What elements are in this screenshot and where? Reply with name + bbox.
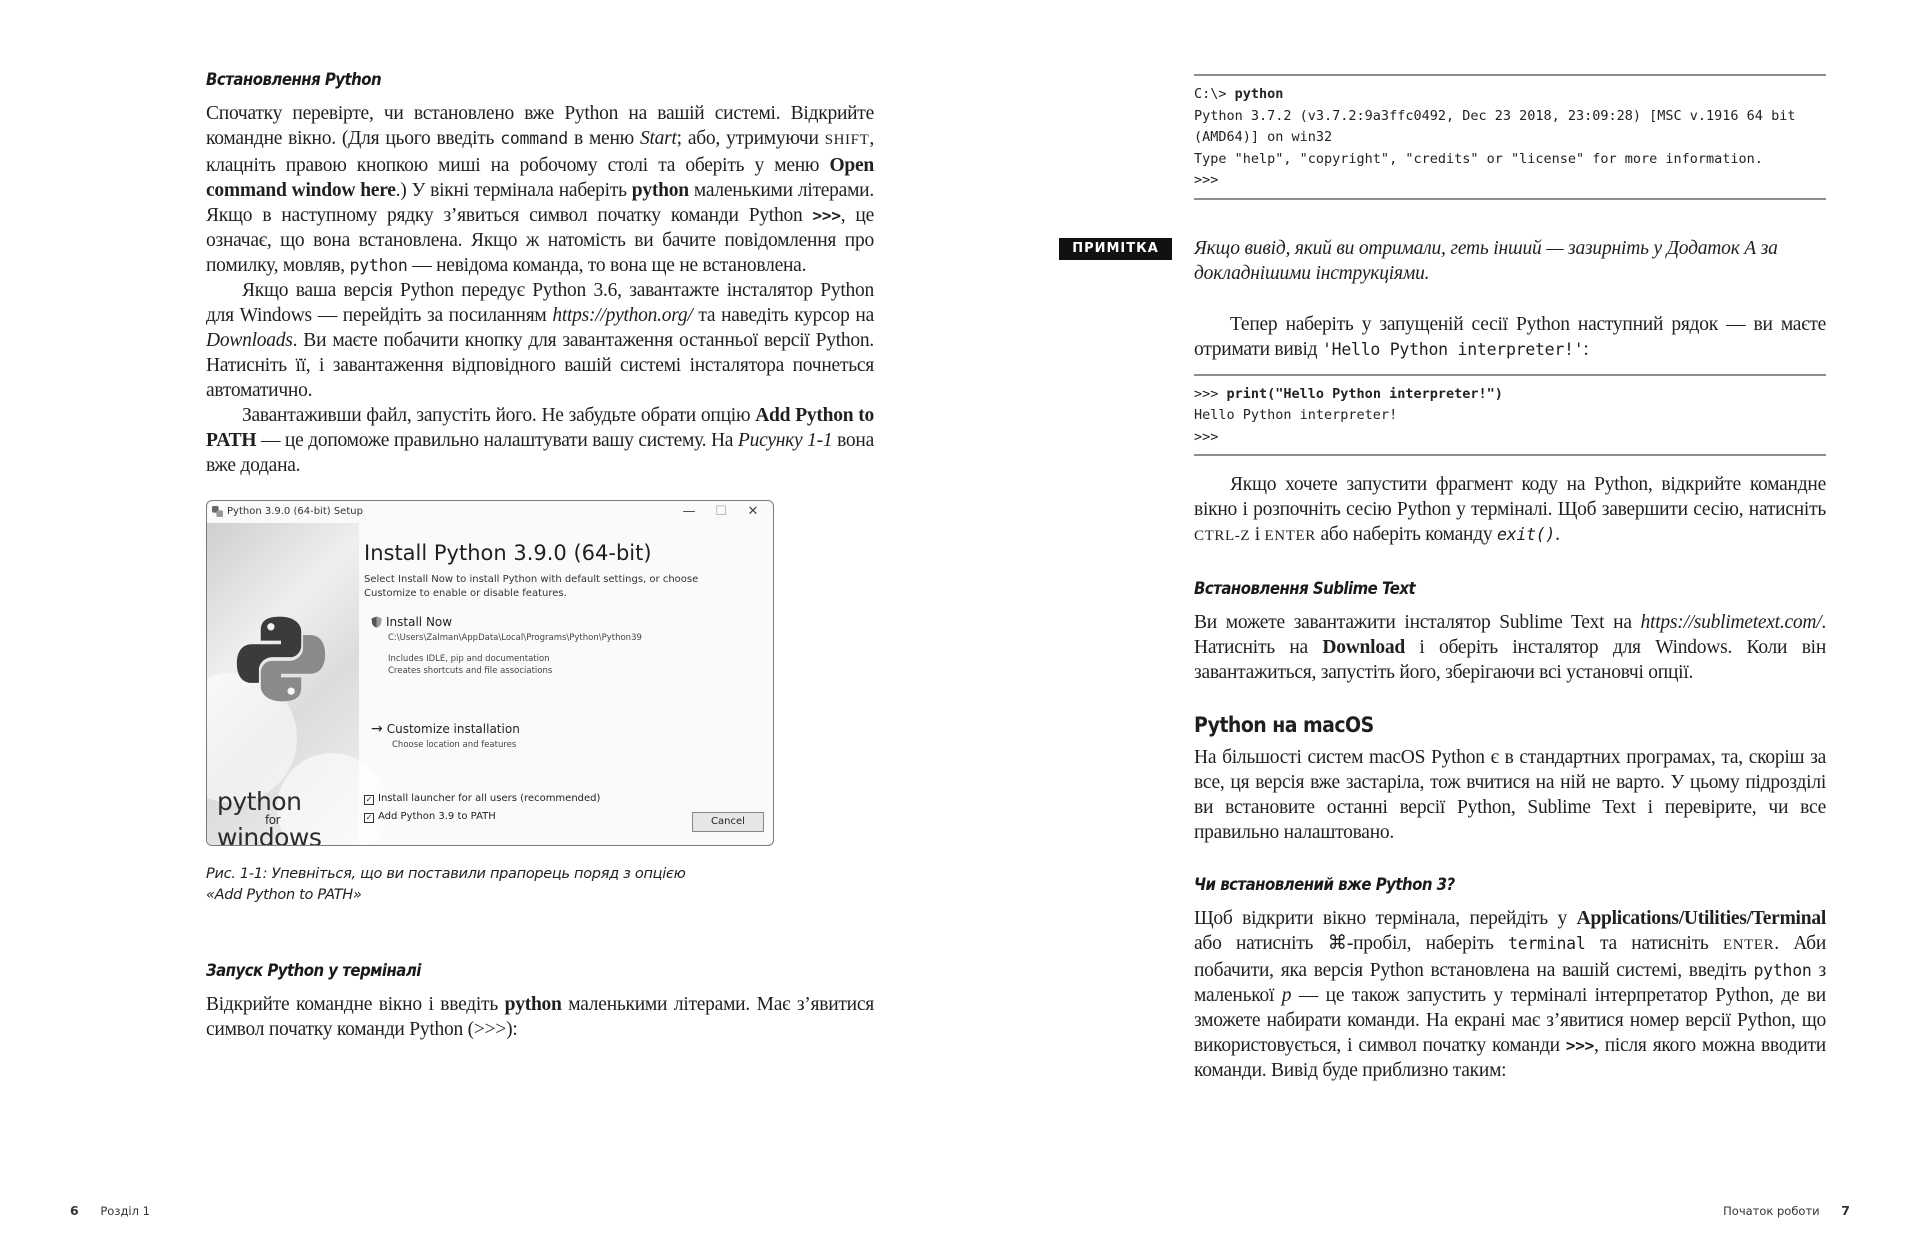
install-now-label: Install Now bbox=[386, 615, 453, 629]
right-column bbox=[1072, 70, 1827, 1083]
shield-icon bbox=[371, 616, 382, 628]
installer-window-title: Python 3.9.0 (64-bit) Setup bbox=[227, 506, 363, 517]
paragraph-open-terminal-mac: Щоб відкрити вікно термінала, перейдіть у Applications/Utilities/Terminal або натисніть ⌘-пробіл, наберіть terminal та натисніть ENTER. Аби побачити, яка версія Python встановлена на вашій системі, введіть python з маленької p — це також запустить у терміналі інтерпретатор Python, де ви зможете набирати команди. На екрані має з’явитися номер версії Python, що використовується, і символ початку команди >>>, після якого можна вводити команди. Вивід буде приблизно таким: bbox=[1194, 908, 1827, 1081]
checkbox-checked-icon: ✓ bbox=[365, 813, 373, 822]
section-heading-macos: Python на macOS bbox=[1194, 713, 1374, 737]
python-installer-screenshot bbox=[206, 500, 774, 846]
paragraph-check-python: Спочатку перевірте, чи встановлено вже Python на вашій системі. Відкрийте командне вікно. (Для цього введіть command в меню Start; або, утримуючи SHIFT, клацніть правою кнопкою миші на робочому столі та оберіть у меню Open command window here.) У вікні термінала наберіть python маленькими літерами. Якщо в наступному рядку з’явиться символ початку команди Python >>>, це означає, що вона встановлена. Якщо ж натомість ви бачите повідомлення про помилку, мовляв, python — невідома команда, то вона ще не встановлена. bbox=[206, 103, 874, 276]
installer-subtitle: Select Install Now to install Python with default settings, or choose Customize to enable or disable features. bbox=[364, 574, 699, 599]
section-heading-sublime: Встановлення Sublime Text bbox=[1194, 579, 1416, 599]
python-icon bbox=[212, 506, 223, 517]
chapter-label: Початок роботи bbox=[1723, 1204, 1820, 1218]
page-number: 6 bbox=[70, 1203, 79, 1218]
section-heading-install-python: Встановлення Python bbox=[206, 70, 382, 90]
cancel-button[interactable]: Cancel bbox=[692, 812, 764, 832]
installer-heading: Install Python 3.9.0 (64-bit) bbox=[364, 541, 652, 565]
left-column bbox=[206, 70, 874, 1042]
section-heading-python3: Чи встановлений вже Python 3? bbox=[1194, 875, 1455, 895]
command-key-icon: ⌘ bbox=[1327, 933, 1347, 954]
footer-right bbox=[1723, 1203, 1850, 1218]
right-page bbox=[960, 0, 1920, 1253]
paragraph-sublime: Ви можете завантажити інсталятор Sublime Text на https://sublimetext.com/. Натисніть на Download і оберіть інсталятор для Windows. Коли він завантажиться, запустіть його, зберігаючи всі установчі опції. bbox=[1194, 612, 1826, 683]
paragraph-download-python: Якщо ваша версія Python передує Python 3.6, завантажте інсталятор Python для Windows — перейдіть за посиланням https://python.org/ та наведіть курсор на Downloads. Ви маєте побачити кнопку для завантаження останньої версії Python. Натисніть її, і завантаження відповідного вашій системі інсталятора почнеться автоматично. bbox=[206, 280, 874, 401]
maximize-button[interactable]: ☐ bbox=[715, 504, 727, 519]
close-button[interactable]: ✕ bbox=[747, 504, 759, 519]
python-for-windows-logo: python for windows bbox=[217, 787, 322, 846]
chapter-label: Розділ 1 bbox=[100, 1204, 150, 1218]
paragraph-hello-interpreter: Тепер наберіть у запущеній сесії Python наступний рядок — ви маєте отримати вивід 'Hello Python interpreter!': bbox=[1194, 313, 1826, 360]
section-heading-terminal: Запуск Python у терміналі bbox=[206, 961, 421, 981]
checkbox-checked-icon: ✓ bbox=[365, 795, 373, 804]
note bbox=[1072, 236, 1826, 286]
checkbox-install-launcher[interactable]: ✓ Install launcher for all users (recommended) bbox=[365, 793, 601, 804]
python-org-link: https://python.org/ bbox=[552, 305, 693, 326]
checkbox-add-to-path[interactable]: ✓ Add Python 3.9 to PATH bbox=[365, 811, 496, 822]
footer-left bbox=[70, 1203, 150, 1218]
installer-sidebar bbox=[207, 523, 359, 845]
code-block-python-version: C:\> python Python 3.7.2 (v3.7.2:9a3ffc0492, Dec 23 2018, 23:09:28) [MSC v.1916 64 bit (AMD64)] on win32 Type "help", "copyright", "credits" or "license" for more information. >>> bbox=[1194, 74, 1826, 200]
figure-caption: Рис. 1-1: Упевніться, що ви поставили прапорець поряд з опцією «Add Python to PATH» bbox=[206, 866, 686, 903]
paragraph-exit-session: Якщо хочете запустити фрагмент коду на Python, відкрийте командне вікно і розпочніть сесію Python у терміналі. Щоб завершити сесію, натисніть CTRL-Z і ENTER або наберіть команду exit(). bbox=[1194, 474, 1826, 545]
paragraph-run-installer: Завантаживши файл, запустіть його. Не забудьте обрати опцію Add Python to PATH — це допоможе правильно налаштувати вашу систему. На Рисунку 1-1 вона вже додана. bbox=[206, 405, 874, 476]
paragraph-open-terminal: Відкрийте командне вікно і введіть python маленькими літерами. Має з’явитися символ початку команди Python (>>>): bbox=[206, 994, 874, 1040]
arrow-right-icon: → bbox=[371, 721, 383, 737]
sublimetext-link: https://sublimetext.com/ bbox=[1640, 612, 1822, 633]
minimize-button[interactable]: — bbox=[682, 504, 696, 519]
install-path: C:\Users\Zalman\AppData\Local\Programs\Python\Python39 bbox=[388, 633, 642, 643]
customize-label: Customize installation bbox=[386, 722, 520, 736]
customize-installation-option[interactable]: → Customize installation Choose location and features bbox=[371, 721, 520, 750]
note-text: Якщо вивід, який ви отримали, геть інший — зазирніть у Додаток А за докладнішими інструкціями. bbox=[1194, 237, 1778, 284]
code-block-hello: >>> print("Hello Python interpreter!") Hello Python interpreter! >>> bbox=[1194, 374, 1826, 457]
note-badge: ПРИМІТКА bbox=[1059, 238, 1172, 260]
python-logo-icon bbox=[235, 613, 327, 705]
paragraph-macos: На більшості систем macOS Python є в стандартних програмах, та, скоріш за все, ця версія вже застаріла, тож вчитися на ній не варто. У цьому підрозділі ви встановите останні версії Python, Sublime Text і перевірите, чи все правильно налаштовано. bbox=[1194, 747, 1826, 843]
page-number: 7 bbox=[1841, 1203, 1850, 1218]
install-now-option[interactable]: Install Now C:\Users\Zalman\AppData\Local\Programs\Python\Python39 Includes IDLE, pip and documentation Creates shortcuts and file associations bbox=[371, 615, 688, 677]
